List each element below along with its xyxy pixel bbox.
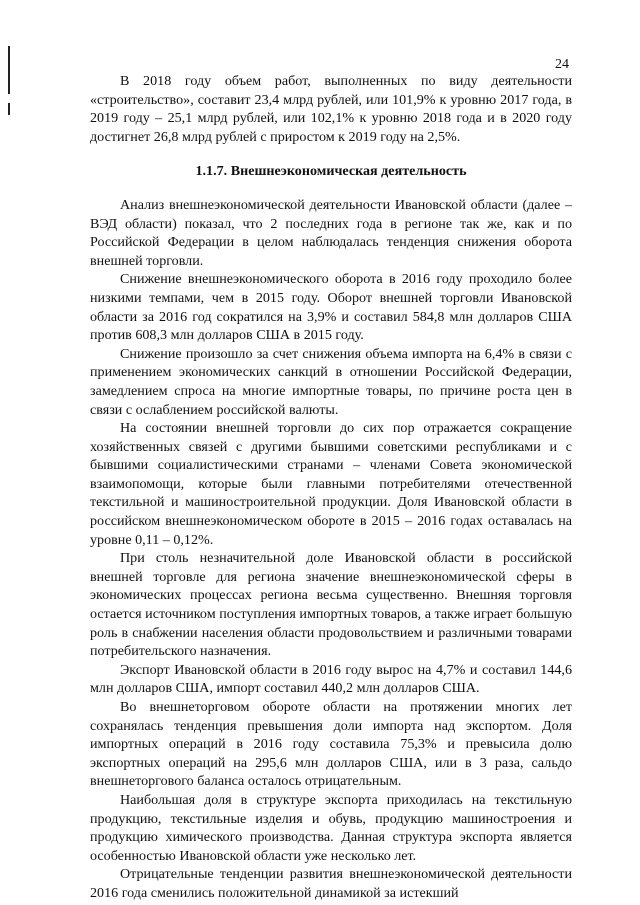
paragraph: Анализ внешнеэкономической деятельности Ивановской области (далее – ВЭД области) показал, что 2 последних года в регионе так же, как и по Российской Федерации в целом наблюдалась тенденция снижения оборота внешней торговли. (90, 196, 572, 269)
paragraph: В 2018 году объем работ, выполненных по виду деятельности «строительство», составит 23,4 млрд рублей, или 101,9% к уровню 2017 года, в 2019 году – 25,1 млрд рублей, или 102,1% к уровню 2018 года и в 2020 году достигнет 26,8 млрд рублей с приростом к 2019 году на 2,5%. (90, 73, 572, 145)
section-heading: 1.1.7. Внешнеэкономическая деятельность (195, 163, 467, 180)
paragraph: Отрицательные тенденции развития внешнеэкономической деятельности 2016 года сменились положительной динамикой за истекший (90, 866, 572, 901)
document-body (90, 72, 572, 903)
scan-edge-mark (8, 46, 10, 94)
paragraph: Наибольшая доля в структуре экспорта приходилась на текстильную продукцию, текстильные изделия и обувь, продукцию машиностроения и продукцию химического производства. Данная структура экспорта является особенностью Ивановской области уже несколько лет. (90, 791, 572, 864)
paragraph: Во внешнеторговом обороте области на протяжении многих лет сохранялась тенденция превышения доли импорта над экспортом. Доля импортных операций в 2016 году составила 75,3% и превысила долю экспортных операций на 295,6 млн долларов США, или в 3 раза, сальдо внешнеторгового баланса осталось отрицательным. (90, 699, 572, 790)
paragraph: При столь незначительной доле Ивановской области в российской внешней торговле для региона значение внешнеэкономической сферы в экономических процессах региона весьма существенно. Внешняя торговля остается источником поступления импортных товаров, а также играет большую роль в снабжении населения области продовольствием и различными товарами потребительского назначения. (90, 550, 572, 660)
paragraph: На состоянии внешней торговли до сих пор отражается сокращение хозяйственных связей с другими бывшими советскими республиками и с бывшими социалистическими странами – членами Совета экономической взаимопомощи, которые были главными потребителями отечественной текстильной и машиностроительной продукции. Доля Ивановской области в российском внешнеэкономическом обороте в 2015 – 2016 годах оставалась на уровне 0,11 – 0,12%. (90, 420, 572, 548)
paragraph: Экспорт Ивановской области в 2016 году вырос на 4,7% и составил 144,6 млн долларов США, импорт составил 440,2 млн долларов США. (90, 661, 572, 697)
paragraph: Снижение произошло за счет снижения объема импорта на 6,4% в связи с применением экономических санкций в отношении Российской Федерации, замедлением спроса на многие импортные товары, по причине роста цен в связи с ослаблением российской валюты. (90, 345, 572, 418)
paragraph: Снижение внешнеэкономического оборота в 2016 году проходило более низкими темпами, чем в 2015 году. Оборот внешней торговли Ивановской области за 2016 год сократился на 3,9% и составил 584,8 млн долларов США против 608,3 млн долларов США в 2015 году. (90, 271, 572, 344)
page-number: 24 (555, 57, 569, 72)
scan-edge-mark (8, 103, 10, 115)
